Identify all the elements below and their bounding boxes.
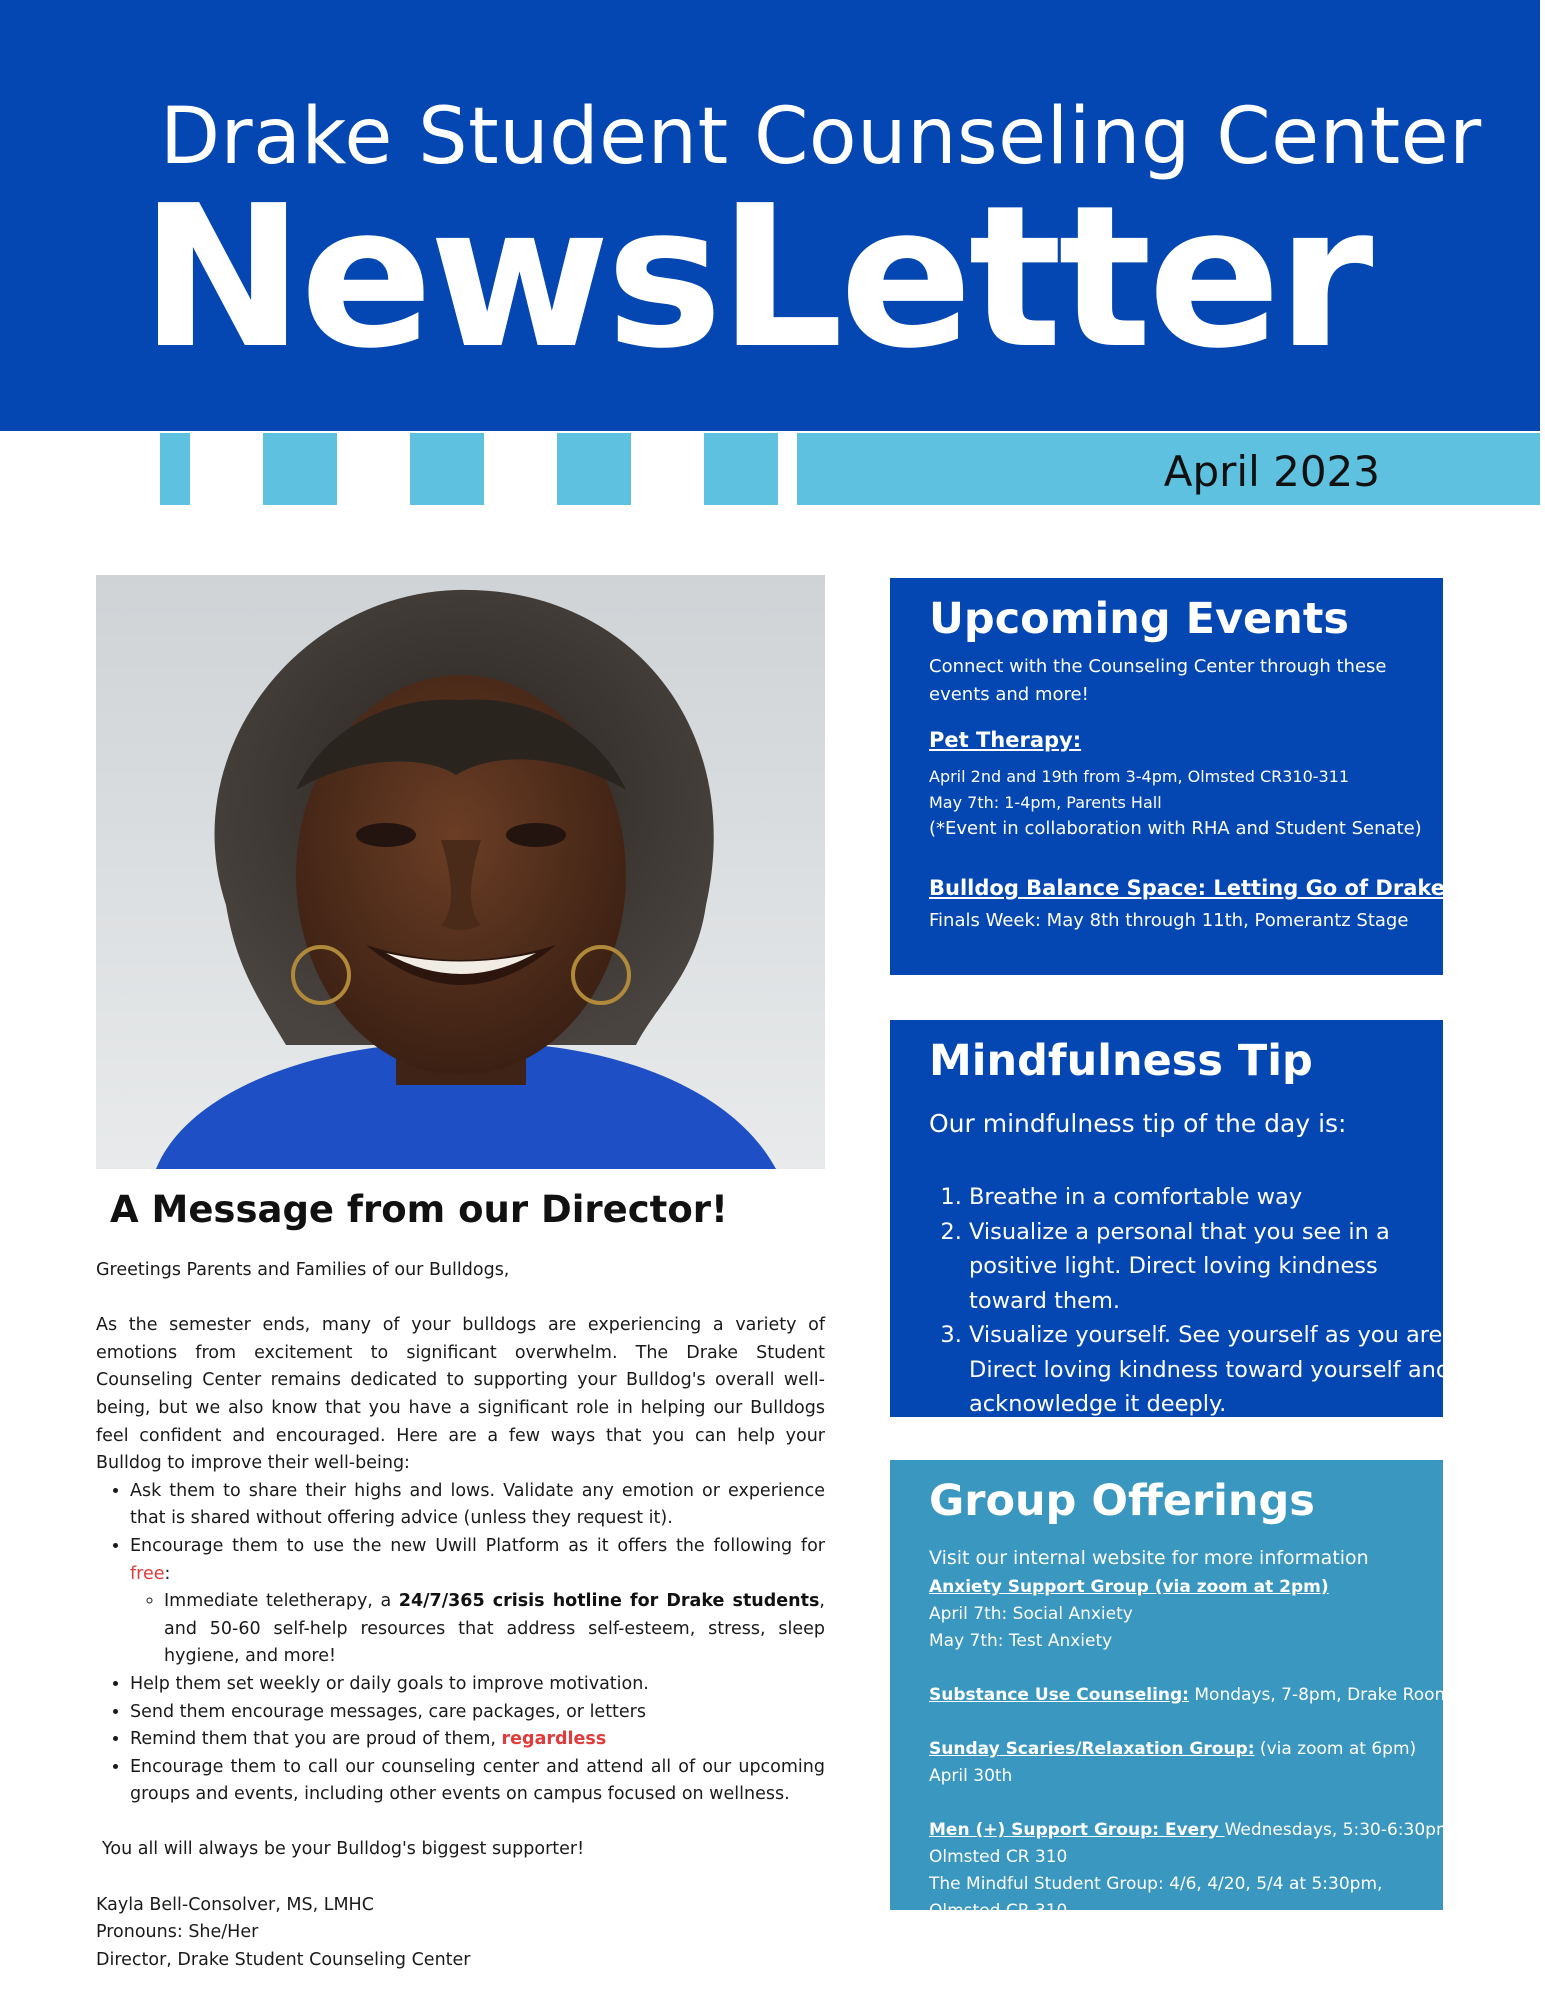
tips-list: [96, 1478, 825, 1809]
letter-greeting: Greetings Parents and Families of our Bulldogs,: [96, 1260, 510, 1280]
pet-therapy-line1: April 2nd and 19th from 3-4pm, Olmsted CR310-311: [929, 767, 1350, 786]
issue-date: April 2023: [1163, 447, 1380, 496]
mindfulness-intro: Our mindfulness tip of the day is:: [929, 1109, 1347, 1138]
newsletter-header: [0, 0, 1540, 431]
group-offerings-box: [890, 1460, 1458, 1921]
mindful-student-line: The Mindful Student Group: 4/6, 4/20, 5/4 at 5:30pm,: [929, 1874, 1383, 1894]
upcoming-events-box: [890, 578, 1510, 975]
list-item: 2. Visualize a personal that you see in a positive light. Direct loving kindness toward them.: [969, 1215, 1459, 1319]
list-item: ◦ Immediate teletherapy, a 24/7/365 crisis hotline for Drake students, and 50-60 self-help resources that address self-esteem, stress, sleep hygiene, and more!: [164, 1588, 825, 1671]
list-item: • Remind them that you are proud of them, regardless: [130, 1726, 825, 1754]
anxiety-group-title: Anxiety Support Group (via zoom at 2pm): [929, 1577, 1329, 1597]
list-item: • Encourage them to call our counseling center and attend all of our upcoming groups and events, including other events on campus focused on wellness.: [130, 1754, 825, 1809]
header-title: NewsLetter: [140, 164, 1370, 392]
director-letter: [96, 1257, 825, 1974]
sunday-scaries-date: April 30th: [929, 1766, 1013, 1786]
stripe-block: [704, 433, 778, 505]
message-heading: A Message from our Director!: [110, 1188, 728, 1231]
list-item: 3. Visualize yourself. See yourself as you are. Direct loving kindness toward yourself and acknowledge it deeply.: [969, 1318, 1459, 1422]
letter-closing: You all will always be your Bulldog's biggest supporter!: [102, 1839, 585, 1860]
sub-list: [130, 1588, 825, 1671]
list-item: • Encourage them to use the new Uwill Platform as it offers the following for free: ◦ Immediate teletherapy, a 24/7/365 crisis hotline for Drake students, and 50-60 self-help resources that address self-esteem, stress, sleep hygiene, and more!: [130, 1533, 825, 1671]
regardless-highlight: regardless: [501, 1729, 607, 1750]
stripe-block: [263, 433, 337, 505]
pet-therapy-title: Pet Therapy:: [929, 728, 1082, 752]
pet-therapy-line2: May 7th: 1-4pm, Parents Hall: [929, 793, 1162, 812]
substance-use-line: Substance Use Counseling: Mondays, 7-8pm, Drake Room.: [929, 1685, 1457, 1705]
list-item: • Help them set weekly or daily goals to improve motivation.: [130, 1671, 825, 1699]
list-item: 1. Breathe in a comfortable way: [969, 1180, 1459, 1215]
men-support-location: Olmsted CR 310: [929, 1847, 1068, 1867]
groups-heading: Group Offerings: [929, 1476, 1315, 1526]
mindfulness-steps: [929, 1180, 1459, 1422]
sunday-scaries-line: Sunday Scaries/Relaxation Group: (via zoom at 6pm): [929, 1739, 1417, 1759]
signature-title: Director, Drake Student Counseling Center: [96, 1949, 471, 1970]
signature-name: Kayla Bell-Consolver, MS, LMHC: [96, 1894, 374, 1915]
balance-space-line: Finals Week: May 8th through 11th, Pomerantz Stage: [929, 910, 1409, 931]
anxiety-group-date1: April 7th: Social Anxiety: [929, 1604, 1133, 1624]
director-photo: [96, 575, 825, 1169]
men-support-line: Men (+) Support Group: Every Wednesdays, 5:30-6:30pm,: [929, 1820, 1458, 1840]
balance-space-title: Bulldog Balance Space: Letting Go of Drake Busy: [929, 876, 1510, 900]
stripe-block: [557, 433, 631, 505]
list-item: • Ask them to share their highs and lows. Validate any emotion or experience that is shared without offering advice (unless they request it).: [130, 1478, 825, 1533]
anxiety-group-date2: May 7th: Test Anxiety: [929, 1631, 1113, 1651]
mindfulness-heading: Mindfulness Tip: [929, 1036, 1313, 1086]
letter-paragraph: As the semester ends, many of your bulldogs are experiencing a variety of emotions from excitement to significant overwhelm. The Drake Student Counseling Center remains dedicated to supporting your Bulldog's overall well-being, but we also know that you have a significant role in helping our Bulldogs feel confident and encouraged. Here are a few ways that you can help your Bulldog to improve their well-being:: [96, 1315, 825, 1474]
pet-therapy-note: (*Event in collaboration with RHA and Student Senate): [929, 818, 1422, 839]
stripe-block: [410, 433, 484, 505]
list-item: • Send them encourage messages, care packages, or letters: [130, 1699, 825, 1727]
mindful-student-location: Olmsted CR 310: [929, 1901, 1068, 1921]
events-heading: Upcoming Events: [929, 594, 1349, 644]
mindfulness-tip-box: [890, 1020, 1451, 1417]
crisis-hotline-text: 24/7/365 crisis hotline for Drake students: [398, 1591, 820, 1612]
free-highlight: free: [130, 1563, 165, 1584]
portrait-illustration: [96, 575, 825, 1169]
groups-intro: Visit our internal website for more information: [929, 1547, 1369, 1569]
header-subtitle: Drake Student Counseling Center: [160, 92, 1482, 182]
stripe-block: [160, 433, 190, 505]
signature-pronouns: Pronouns: She/Her: [96, 1922, 259, 1943]
events-intro: Connect with the Counseling Center through these events and more!: [929, 656, 1387, 705]
